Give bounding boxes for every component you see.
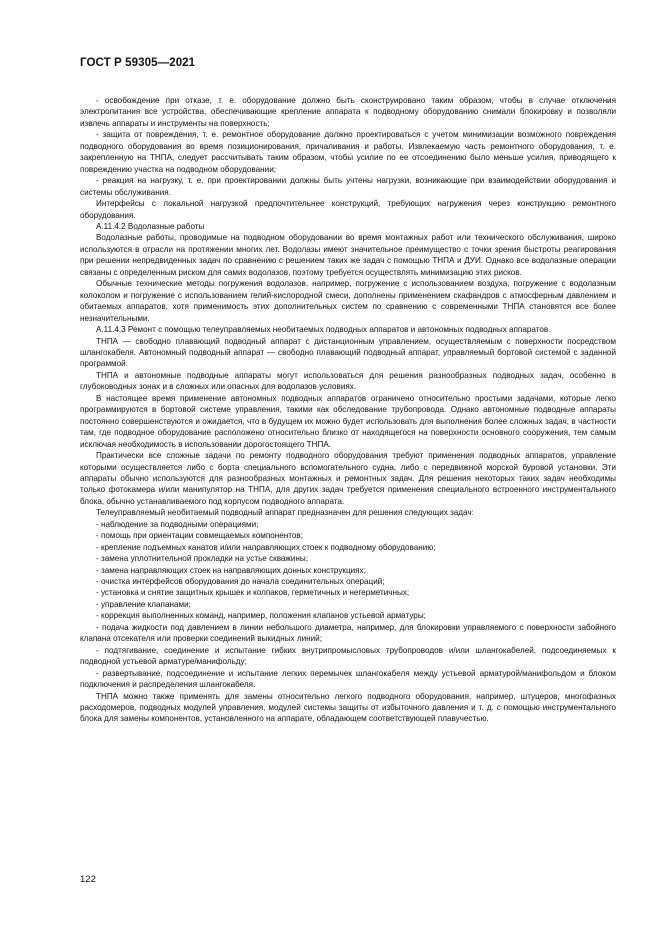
paragraph: Интерфейсы с локальной нагрузкой предпочтительнее конструкций, требующих нагружения через конструкцию ремонтного оборудования.: [80, 199, 616, 220]
list-item: - коррекция выполненных команд, например, положения клапанов устьевой арматуры;: [96, 611, 426, 621]
paragraph: ТНПА — свободно плавающий подводный аппарат с дистанционным управлением, осуществляемым с поверхности посредством шлангокабеля. Автономный подводный аппарат — свободно плавающий подводный аппарат, управляемый бортовой системой с заданной программой.: [80, 336, 616, 369]
list-item: - очистка интерфейсов оборудования до начала соединительных операций;: [96, 577, 385, 587]
paragraph: ТНПА и автономные подводные аппараты могут использоваться для решения разнообразных подводных задач, особенно в глубоководных зонах и в сложных или опасных для водолазов условиях.: [80, 370, 616, 392]
list-item: - развертывание, подсоединение и испытание легких перемычек шлангокабеля между устьевой арматурой/манифольдом и блоком подключения и распределения шлангокабеля.: [80, 668, 616, 690]
paragraph: - освобождение при отказе, т. е. оборудование должно быть сконструировано таким образом, чтобы в случае отключения электропитания все устройства, обеспечивающие крепление аппарата к подводному оборудованию снимали блокировку и позволяли извлечь аппараты и инструменты на поверхность;: [80, 96, 616, 128]
list-item: - подача жидкости под давлением в линии небольшого диаметра, например, для блокировки управляемого с поверхности забойного клапана отсекателя или проверки соединений выкидных линий;: [80, 622, 616, 644]
paragraph: - защита от повреждения, т. е. ремонтное оборудование должно проектироваться с учетом минимизации возможного повреждения подводного оборудования во время позиционирования, причаливания и работы. Извлекаемую часть ремонтного оборудования, т. е. закрепленную на ТНПА, следует рассчитывать таким образом, чтобы усилие по ее отсоединению было меньше усилия, приводящего к повреждению участка на подводном оборудовании;: [80, 130, 616, 174]
paragraph: Обычные технические методы погружения водолазов, например, погружение с использованием воздуха, погружение с водолазным колоколом и погружение с использованием гелий-кислородной смеси, дополнены применением скафандров с атмосферным давлением и обитаемых аппаратов, хотя применимость этих дополнительных систем по сравнению с современными ТНПА становятся все более незначительными.: [80, 279, 616, 323]
list-item: - установка и снятие защитных крышек и колпаков, герметичных и негерметичных;: [96, 588, 410, 598]
list-item: - замена уплотнительной прокладки на устье скважины;: [96, 554, 308, 564]
paragraph: Практически все сложные задачи по ремонту подводного оборудования требуют применения подводных аппаратов, управление которыми осуществляется либо с борта специального вспомогательного судна, либо с передвижной морской буровой установки. Эти аппараты обычно используются для разнообразных монтажных и ремонтных задач. Для решения некоторых таких задач необходимы только фотокамера и/или манипулятор на ТНПА, для других задач требуется применения специального встроенного инструментального блока, обычно устанавливаемого под корпусом подводного аппарата.: [80, 451, 616, 506]
standard-header: ГОСТ Р 59305—2021: [80, 57, 196, 69]
list-item: - подтягивание, соединение и испытание гибких внутрипромысловых трубопроводов и/или шлангокабелей, подсоединяемых к подводной устьевой арматуре/манифольду;: [80, 645, 616, 667]
list-item: - помощь при ориентации совмещаемых компонентов;: [96, 531, 303, 541]
list-item: - крепление подъемных канатов и/или направляющих стоек к подводному оборудованию;: [96, 542, 436, 552]
list-item: - управление клапанами;: [96, 599, 191, 609]
page-number: 122: [80, 874, 96, 885]
paragraph: Телеуправляемый необитаемый подводный аппарат предназначен для решения следующих задач:: [96, 508, 474, 518]
paragraph: ТНПА можно также применять для замены относительно легкого подводного оборудования, например, штуцеров, многофазных расходомеров, подводных модулей управления, модулей системы защиты от избыточного давления и т. д. с помощью инструментального блока для замены компонентов, установленного на аппарате, обладающем соответствующей плавучестью.: [80, 691, 616, 724]
paragraph: - реакция на нагрузку, т. е. при проектировании должны быть учтены нагрузки, возникающие при взаимодействии оборудования и системы обслуживания.: [80, 176, 616, 197]
section-heading: А.11.4.3 Ремонт с помощью телеуправляемых необитаемых подводных аппаратов и автономных подводных аппаратов.: [96, 325, 551, 335]
list-item: - наблюдение за подводными операциями;: [96, 519, 259, 529]
paragraph: В настоящее время применение автономных подводных аппаратов ограничено относительно простыми задачами, которые легко программируются в бортовой системе управления, такими как обследование трубопровода. Однако автономные подводные аппараты постоянно совершенствуются и ожидается, что в будущем их можно будет использовать для выполнения более сложных задач, в частности там, где подводное оборудование расположено относительно близко от находящегося на поверхности основного сооружения, тем самым исключая необходимость в использовании дорогостоящего ТНПА.: [80, 393, 616, 449]
list-item: - замена направляющих стоек на направляющих донных конструкциях;: [96, 565, 366, 575]
section-heading: А.11.4.2 Водолазные работы: [96, 221, 205, 231]
body-text: [80, 95, 616, 725]
paragraph: Водолазные работы, проводимые на подводном оборудовании во время монтажных работ или технического обслуживания, широко используются в отрасли на протяжении многих лет. Водолазы имеют значительное преимущество с точки зрения быстроты реагирования при решении непредвиденных задач по сравнению с решением таких же задач с помощью ТНПА и ДУИ. Однако все водолазные операции связаны с определенным риском для самих водолазов, поэтому требуется осуществлять минимизацию этих рисков.: [80, 233, 616, 277]
